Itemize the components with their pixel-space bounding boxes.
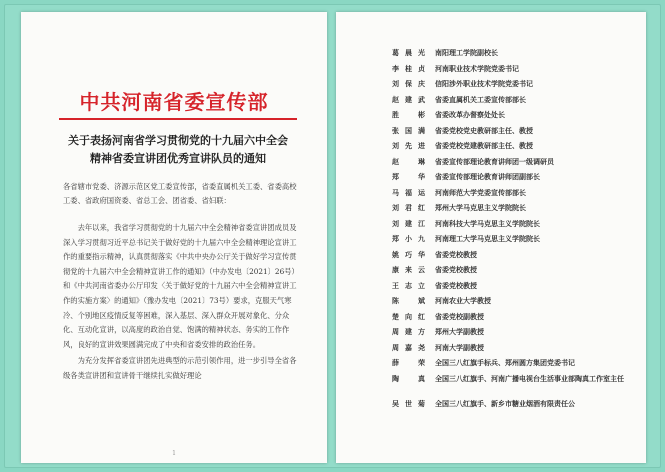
honoree-title: 省委宣传部理论教育讲师团副部长: [435, 172, 540, 181]
honoree-name: 郑华: [392, 172, 425, 181]
honoree-row: [392, 358, 642, 374]
honoree-row: [392, 374, 642, 399]
honoree-title: 河南农业大学教授: [435, 296, 491, 305]
honoree-title: 河南理工大学马克思主义学院院长: [435, 234, 540, 243]
notice-title: [63, 132, 293, 168]
honoree-row: [392, 48, 642, 64]
honoree-name: 李桂贞: [392, 63, 425, 73]
honoree-title: 省委党校教授: [435, 265, 477, 274]
honoree-row: [392, 281, 642, 297]
notice-title-line-2: 精神省委宣讲团优秀宣讲队员的通知: [90, 152, 266, 165]
honoree-row: [392, 399, 642, 415]
honoree-row: [392, 64, 642, 80]
document-page-1: [21, 12, 327, 463]
honoree-title: 河南大学副教授: [435, 342, 484, 352]
honoree-title: 省委党校教授: [435, 249, 477, 259]
honoree-row: [392, 219, 642, 235]
notice-title-line-1: 关于表扬河南省学习贯彻党的十九届六中全会: [68, 134, 288, 147]
honoree-name: 胜彬: [392, 110, 425, 119]
honoree-name: 刘君红: [392, 203, 425, 212]
honoree-row: [392, 157, 642, 173]
honoree-name: 周建方: [392, 327, 425, 336]
honoree-title: 南阳理工学院副校长: [435, 48, 498, 57]
honoree-name: 刘保庆: [392, 79, 425, 88]
notice-body: [63, 221, 297, 384]
honoree-row: [392, 296, 642, 312]
honoree-title: 省委直属机关工委宣传部部长: [435, 94, 526, 104]
honoree-name: 楚向红: [392, 311, 425, 321]
honoree-title: 省委宣传部理论教育讲师团一级调研员: [435, 156, 554, 166]
honoree-title: 河南师范大学党委宣传部部长: [435, 187, 526, 197]
honoree-row: [392, 312, 642, 328]
document-page-2: [336, 12, 646, 463]
honoree-title: 全国三八红旗手、河南广播电视台生活事业部陶真工作室主任: [435, 373, 624, 383]
honoree-name: 姚巧华: [392, 249, 425, 259]
paragraph-2: 为充分发挥省委宣讲团先进典型的示范引领作用，进一步引导全省各级各类宣讲团和宣讲骨干继续扎实做好理论: [63, 356, 297, 380]
honoree-row: [392, 343, 642, 359]
honoree-list: [392, 48, 642, 414]
honoree-title: 郑州大学马克思主义学院院长: [435, 203, 526, 212]
honoree-title: 河南职业技术学院党委书记: [435, 63, 519, 73]
honoree-title: 省委党校教授: [435, 280, 477, 290]
honoree-name: 赵建武: [392, 94, 425, 104]
page-number: 1: [172, 450, 176, 457]
honoree-name: 张国满: [392, 125, 425, 135]
honoree-row: [392, 250, 642, 266]
honoree-name: 郑小九: [392, 234, 425, 243]
honoree-title: 省委党校党建教研部主任、教授: [435, 141, 533, 150]
honoree-name: 赵琳: [392, 156, 425, 166]
honoree-title: 全国三八红旗手标兵、郑州圆方集团党委书记: [435, 358, 575, 367]
honoree-title: 省委改革办督察处处长: [435, 110, 505, 119]
honoree-row: [392, 141, 642, 157]
honoree-name: 薛荣: [392, 358, 425, 367]
masthead-title: 中共河南省委宣传部: [79, 90, 269, 114]
honoree-name: 陈斌: [392, 296, 425, 305]
honoree-row: [392, 327, 642, 343]
honoree-name: 康来云: [392, 265, 425, 274]
honoree-title: 河南科技大学马克思主义学院院长: [435, 218, 540, 228]
red-divider-line: [59, 118, 297, 120]
honoree-name: 马福运: [392, 187, 425, 197]
honoree-row: [392, 234, 642, 250]
honoree-title: 省委党校党史教研部主任、教授: [435, 125, 533, 135]
honoree-title: 郑州大学副教授: [435, 327, 484, 336]
honoree-row: [392, 110, 642, 126]
honoree-name: 陶真: [392, 373, 425, 383]
honoree-row: [392, 203, 642, 219]
honoree-row: [392, 126, 642, 142]
paragraph-1: 去年以来，我省学习贯彻党的十九届六中全会精神省委宣讲团成员及深入学习贯彻习近平总书记关于做好党的十九届六中全会精神理论宣讲工作的重要指示精神，认真贯彻落实《中共中央办公厅关于做好学习宣传贯彻党的十九届六中全会精神宣讲工作的通知》（中办发电〔2021〕26号）和《中共河南省委办公厅印发〈关于做好党的十九届六中全会精神宣讲工作的实施方案〉的通知》（豫办发电〔2021〕73号）要求，克服天气寒冷、个别地区疫情反复等困难，深入基层、深入群众开展对象化、分众化、互动化宣讲，以高度的政治自觉、饱满的精神状态、务实的工作作风，良好的宣讲效果圆满完成了中央和省委安排的政治任务。: [63, 223, 297, 349]
honoree-name: 葛晨光: [392, 48, 425, 57]
honoree-row: [392, 188, 642, 204]
honoree-name: 吴世菊: [392, 398, 425, 408]
honoree-row: [392, 172, 642, 188]
honoree-name: 刘建江: [392, 218, 425, 228]
honoree-row: [392, 95, 642, 111]
honoree-title: 信阳涉外职业技术学院党委书记: [435, 79, 533, 88]
honoree-title: 省委党校副教授: [435, 311, 484, 321]
salutation: 各省辖市党委、济源示范区党工委宣传部，省委直属机关工委、省委高校工委、省政府国资委、省总工会、团省委、省妇联：: [63, 182, 297, 205]
honoree-name: 王志立: [392, 280, 425, 290]
honoree-title: 全国三八红旗手、新乡市糖业烟酒有限责任公: [435, 398, 575, 408]
honoree-row: [392, 265, 642, 281]
honoree-name: 周嘉尧: [392, 342, 425, 352]
honoree-row: [392, 79, 642, 95]
honoree-name: 刘先进: [392, 141, 425, 150]
